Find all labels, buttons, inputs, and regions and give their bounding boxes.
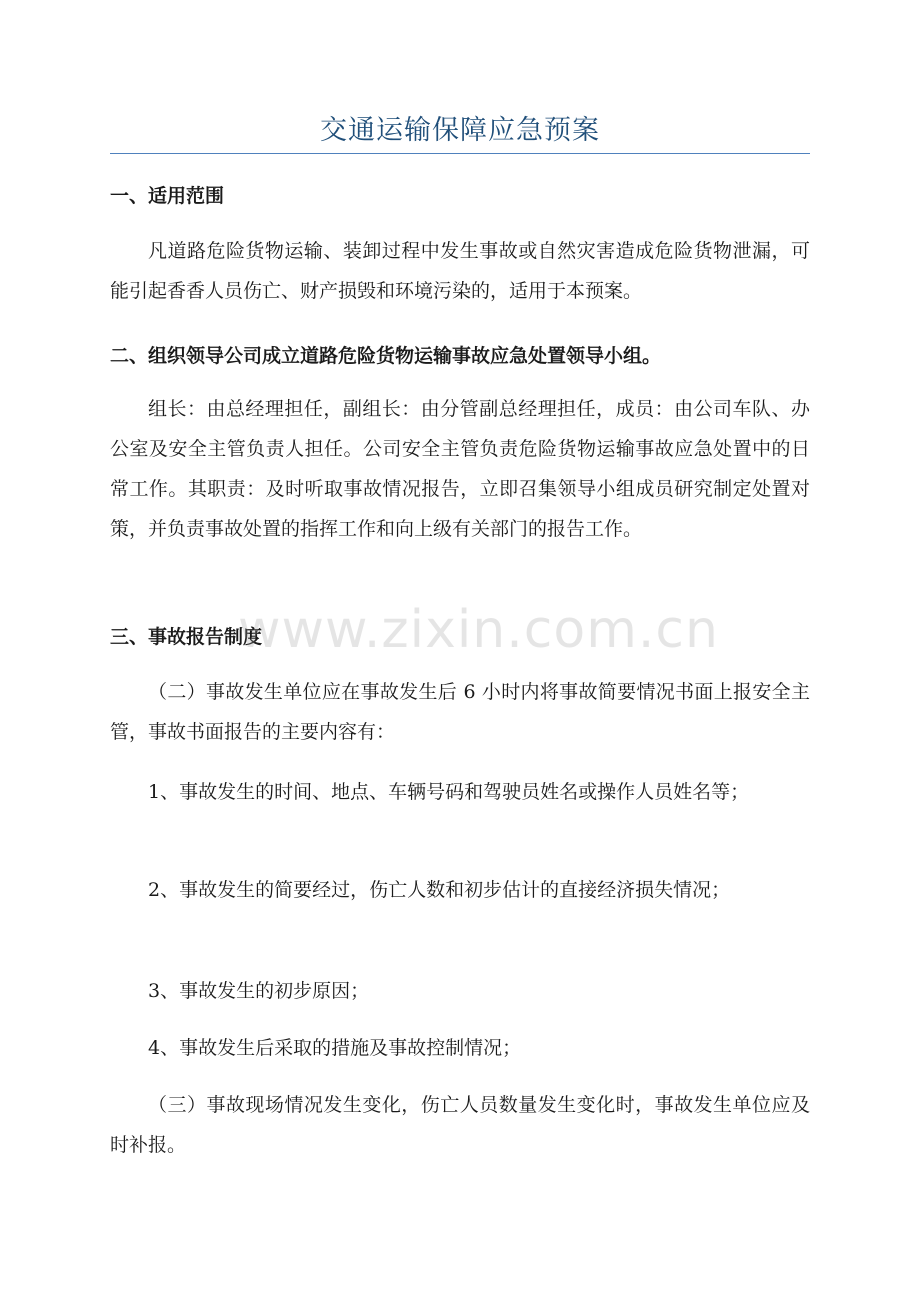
- section-3-paragraph-supplement: （三）事故现场情况发生变化，伤亡人员数量发生变化时，事故发生单位应及时补报。: [110, 1094, 810, 1156]
- section-1-heading: 一、适用范围: [110, 185, 225, 207]
- report-item-4: 4、事故发生后采取的措施及事故控制情况；: [148, 1037, 522, 1059]
- section-2-heading: 二、组织领导公司成立道路危险货物运输事故应急处置领导小组。: [110, 345, 662, 367]
- site-watermark: www.zixin.com.cn: [238, 600, 719, 660]
- title-underline: [110, 153, 810, 154]
- section-3-heading: 三、事故报告制度: [110, 626, 263, 648]
- report-item-1: 1、事故发生的时间、地点、车辆号码和驾驶员姓名或操作人员姓名等；: [148, 781, 750, 803]
- section-2-paragraph: 组长：由总经理担任，副组长：由分管副总经理担任，成员：由公司车队、办公室及安全主管负责人担任。公司安全主管负责危险货物运输事故应急处置中的日常工作。其职责：及时听取事故情况报告，立即召集领导小组成员研究制定处置对策，并负责事故处置的指挥工作和向上级有关部门的报告工作。: [110, 398, 810, 540]
- document-title: 交通运输保障应急预案: [320, 115, 600, 146]
- section-1-paragraph: 凡道路危险货物运输、装卸过程中发生事故或自然灾害造成危险货物泄漏，可能引起香香人员伤亡、财产损毁和环境污染的，适用于本预案。: [110, 240, 810, 302]
- section-3-paragraph-report: （二）事故发生单位应在事故发生后 6 小时内将事故简要情况书面上报安全主管，事故书面报告的主要内容有：: [110, 681, 810, 743]
- report-item-2: 2、事故发生的简要经过，伤亡人数和初步估计的直接经济损失情况；: [148, 879, 731, 901]
- report-item-3: 3、事故发生的初步原因；: [148, 980, 370, 1002]
